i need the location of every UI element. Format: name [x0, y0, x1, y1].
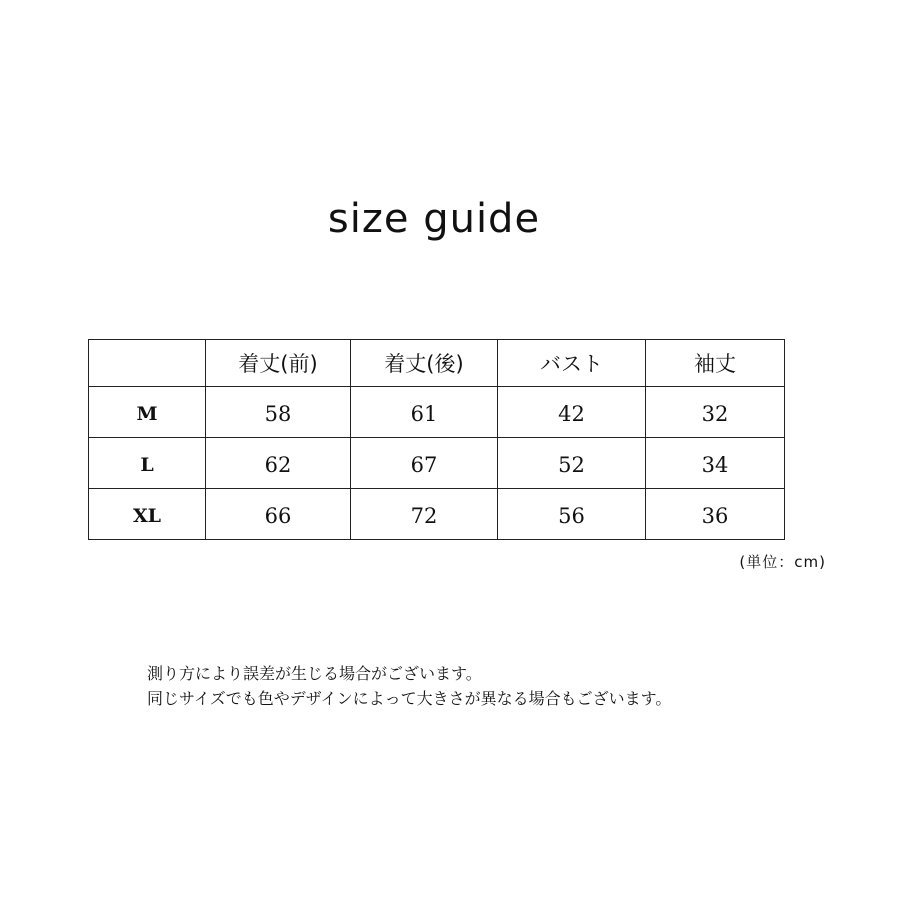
- table-cell: 52: [498, 438, 646, 489]
- table-cell: 32: [646, 387, 785, 438]
- table-cell: 72: [351, 489, 498, 540]
- table-cell: 66: [206, 489, 351, 540]
- header-row: [89, 340, 785, 387]
- table-cell: 42: [498, 387, 646, 438]
- size-table: [88, 339, 785, 540]
- table-row: [89, 387, 785, 438]
- page-title: size guide: [327, 196, 541, 242]
- header-back-length: 着丈(後): [351, 340, 498, 387]
- table-row: [89, 489, 785, 540]
- table-row: [89, 438, 785, 489]
- table-cell: 62: [206, 438, 351, 489]
- size-label: L: [89, 438, 206, 489]
- table-cell: 61: [351, 387, 498, 438]
- header-corner: [89, 340, 206, 387]
- header-front-length: 着丈(前): [206, 340, 351, 387]
- table-cell: 56: [498, 489, 646, 540]
- unit-note: (単位：cm): [739, 553, 826, 571]
- table-cell: 36: [646, 489, 785, 540]
- header-bust: バスト: [498, 340, 646, 387]
- size-label: M: [89, 387, 206, 438]
- size-label: XL: [89, 489, 206, 540]
- notes: [147, 661, 671, 711]
- table-cell: 58: [206, 387, 351, 438]
- table-cell: 67: [351, 438, 498, 489]
- note-line: 測り方により誤差が生じる場合がございます。: [147, 664, 482, 683]
- table-cell: 34: [646, 438, 785, 489]
- note-line: 同じサイズでも色やデザインによって大きさが異なる場合もございます。: [147, 689, 672, 708]
- header-sleeve-length: 袖丈: [646, 340, 785, 387]
